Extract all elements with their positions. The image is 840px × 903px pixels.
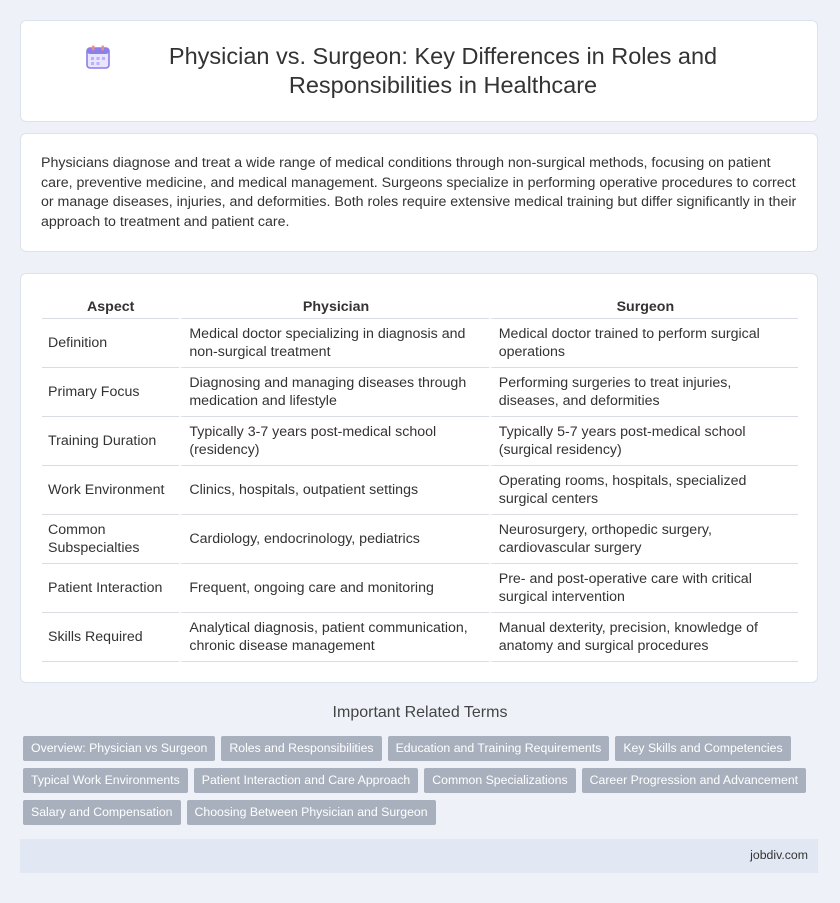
footer — [20, 839, 818, 873]
cell-surgeon: Performing surgeries to treat injuries, diseases, and deformities — [489, 368, 798, 417]
table-row — [42, 417, 798, 466]
footer-site-link[interactable]: jobdiv.com — [750, 848, 808, 862]
related-term-tag[interactable]: Roles and Responsibilities — [221, 736, 381, 761]
cell-physician: Medical doctor specializing in diagnosis and non-surgical treatment — [179, 319, 488, 368]
table-row — [42, 515, 798, 564]
related-term-tag[interactable]: Choosing Between Physician and Surgeon — [187, 800, 436, 825]
cell-surgeon: Manual dexterity, precision, knowledge of anatomy and surgical procedures — [489, 613, 798, 662]
cell-physician: Clinics, hospitals, outpatient settings — [179, 466, 488, 515]
table-header-row — [42, 296, 798, 319]
related-term-tag[interactable]: Career Progression and Advancement — [582, 768, 806, 793]
cell-surgeon: Pre- and post-operative care with critical surgical intervention — [489, 564, 798, 613]
related-term-tag[interactable]: Education and Training Requirements — [388, 736, 610, 761]
table-row — [42, 466, 798, 515]
cell-surgeon: Neurosurgery, orthopedic surgery, cardiovascular surgery — [489, 515, 798, 564]
cell-surgeon: Operating rooms, hospitals, specialized surgical centers — [489, 466, 798, 515]
cell-aspect: Skills Required — [42, 613, 179, 662]
intro-paragraph: Physicians diagnose and treat a wide range of medical conditions through non-surgical methods, focusing on patient care, preventive medicine, and medical management. Surgeons specialize in performing operative procedures to correct or manage diseases, injuries, and deformities. Both roles require extensive medical training but differ significantly in their approach to treatment and patient care. — [41, 155, 797, 230]
cell-aspect: Training Duration — [42, 417, 179, 466]
cell-physician: Typically 3-7 years post-medical school (residency) — [179, 417, 488, 466]
comparison-table — [42, 296, 798, 662]
cell-aspect: Definition — [42, 319, 179, 368]
intro-card — [20, 133, 818, 252]
header-physician: Physician — [179, 296, 488, 319]
related-terms-list — [23, 736, 823, 832]
header-surgeon: Surgeon — [489, 296, 798, 319]
cell-aspect: Primary Focus — [42, 368, 179, 417]
related-term-tag[interactable]: Salary and Compensation — [23, 800, 181, 825]
cell-surgeon: Typically 5-7 years post-medical school (surgical residency) — [489, 417, 798, 466]
table-row — [42, 613, 798, 662]
header-aspect: Aspect — [42, 296, 179, 319]
related-term-tag[interactable]: Key Skills and Competencies — [615, 736, 790, 761]
comparison-card — [20, 273, 818, 683]
cell-physician: Diagnosing and managing diseases through medication and lifestyle — [179, 368, 488, 417]
cell-physician: Cardiology, endocrinology, pediatrics — [179, 515, 488, 564]
cell-aspect: Common Subspecialties — [42, 515, 179, 564]
related-term-tag[interactable]: Typical Work Environments — [23, 768, 188, 793]
related-terms-heading: Important Related Terms — [332, 704, 508, 721]
calendar-icon — [85, 44, 111, 70]
related-term-tag[interactable]: Patient Interaction and Care Approach — [194, 768, 419, 793]
cell-aspect: Work Environment — [42, 466, 179, 515]
cell-surgeon: Medical doctor trained to perform surgical operations — [489, 319, 798, 368]
table-row — [42, 319, 798, 368]
cell-physician: Analytical diagnosis, patient communication, chronic disease management — [179, 613, 488, 662]
related-term-tag[interactable]: Common Specializations — [424, 768, 575, 793]
title-card — [20, 20, 818, 122]
page-title: Physician vs. Surgeon: Key Differences in Roles and Responsibilities in Healthcare — [168, 43, 718, 98]
cell-aspect: Patient Interaction — [42, 564, 179, 613]
related-term-tag[interactable]: Overview: Physician vs Surgeon — [23, 736, 215, 761]
table-row — [42, 564, 798, 613]
table-row — [42, 368, 798, 417]
cell-physician: Frequent, ongoing care and monitoring — [179, 564, 488, 613]
